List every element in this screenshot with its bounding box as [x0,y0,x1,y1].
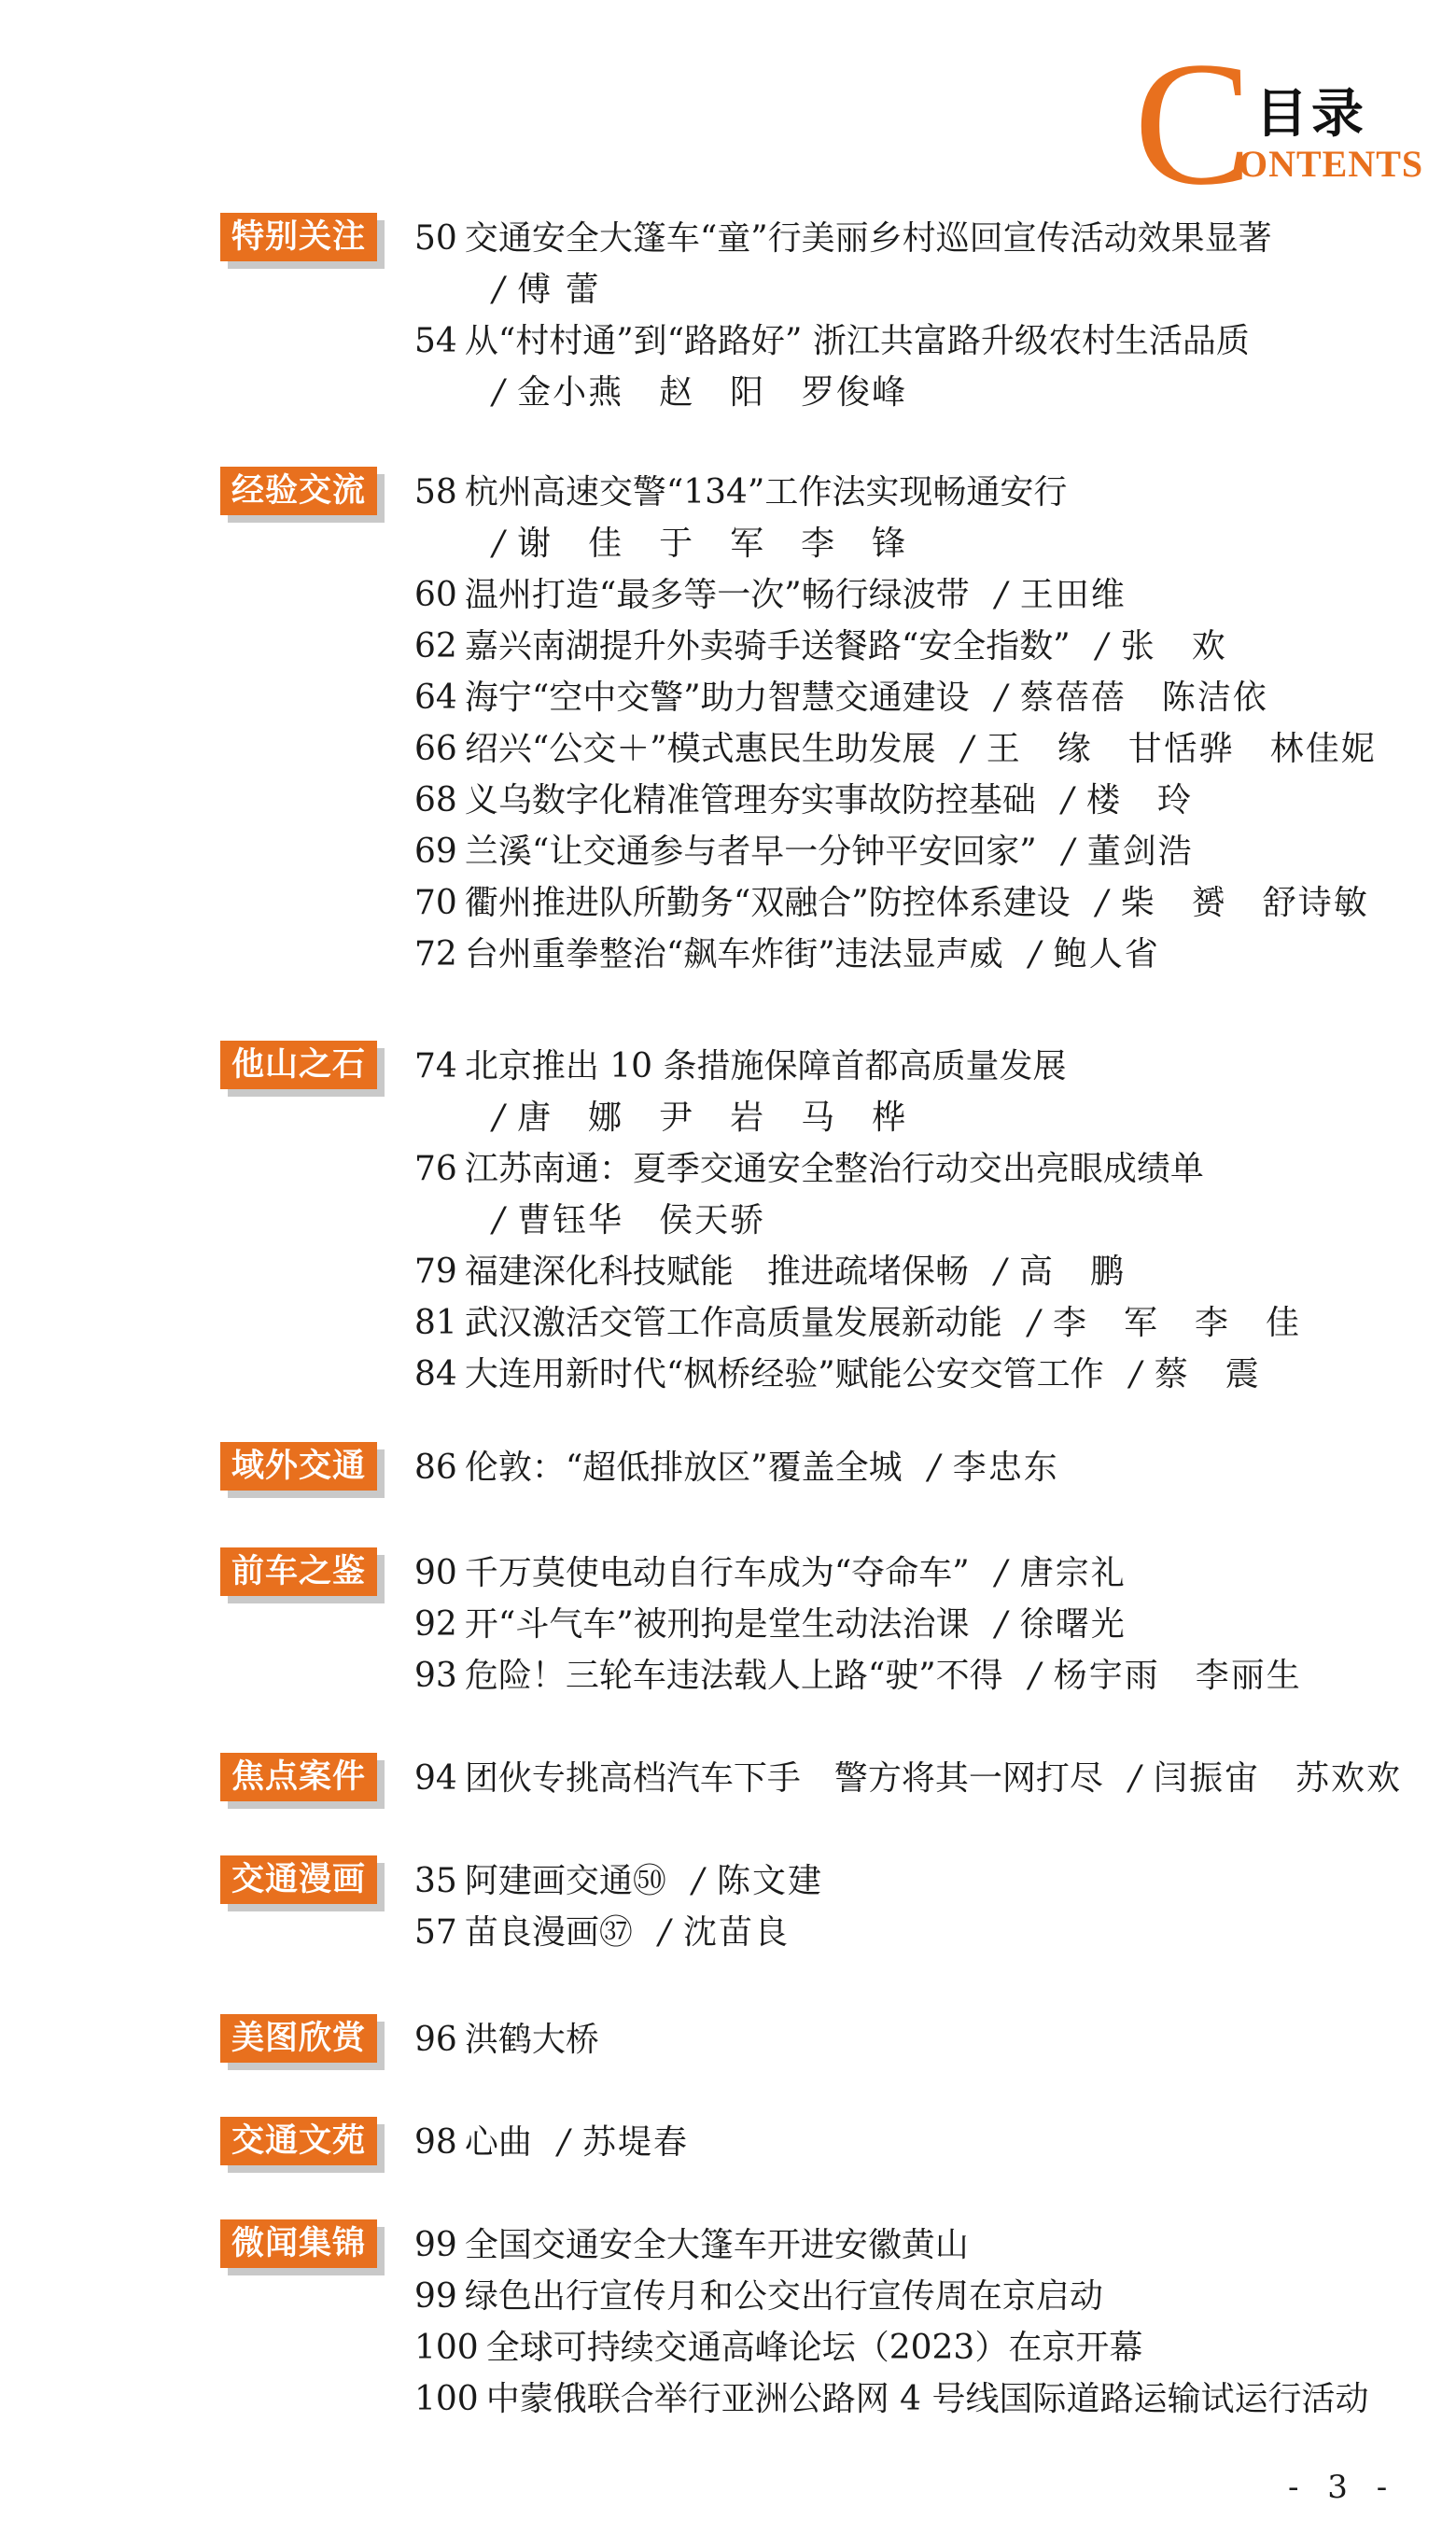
entry-list [414,1855,1432,1958]
entry-page-number: 58 [414,473,457,511]
entry-page-number: 90 [414,1554,457,1592]
entry-page-number: 66 [414,730,457,768]
section-tag: 微闻集锦 [220,2219,377,2268]
entry-page-number: 96 [414,2021,457,2059]
logo-subtitle: ONTENTS [1239,143,1424,185]
author-separator: / [692,1862,704,1900]
toc-entry[interactable] [414,1442,1432,1493]
toc-entry[interactable] [414,2219,1432,2271]
author-separator: / [493,271,505,309]
author-separator: / [1029,935,1041,973]
entry-title: 北京推出 10 条措施保障首都高质量发展 [464,1047,1067,1085]
entry-author-line[interactable] [414,1195,1432,1246]
entry-title: 衢州推进队所勤务“双融合”防控体系建设 [464,884,1071,922]
entry-author: 苏堤春 [581,2123,689,2162]
author-separator: / [1129,1355,1141,1393]
entry-author: 柴 赟 舒诗敏 [1120,884,1369,922]
entry-page-number: 35 [414,1862,457,1900]
entry-title: 江苏南通：夏季交通安全整治行动交出亮眼成绩单 [464,1150,1204,1188]
entry-page-number: 54 [414,322,457,360]
author-separator: / [961,730,973,768]
toc-entry[interactable] [414,775,1432,826]
entry-author: 杨宇雨 李丽生 [1053,1657,1302,1695]
section-tag: 前车之鉴 [220,1547,377,1596]
entry-list [414,1442,1432,1493]
toc-entry[interactable] [414,826,1432,877]
entry-page-number: 98 [414,2123,457,2162]
entry-title: 温州打造“最多等一次”畅行绿波带 [464,576,970,614]
toc-entry[interactable] [414,2373,1432,2425]
entry-page-number: 62 [414,627,457,665]
author-separator: / [994,1253,1006,1291]
toc-entry[interactable] [414,1547,1432,1599]
entry-author: 高 鹏 [1018,1253,1126,1291]
entry-author: 傅 蕾 [517,271,601,309]
author-separator: / [493,373,505,412]
entry-title: 绍兴“公交＋”模式惠民生助发展 [464,730,936,768]
toc-entry[interactable] [414,1349,1432,1400]
entry-page-number: 94 [414,1759,457,1798]
author-separator: / [493,1201,505,1239]
entry-list [414,1041,1432,1400]
entry-list [414,2219,1432,2425]
entry-title: 开“斗气车”被刑拘是堂生动法治课 [464,1605,970,1644]
entry-author: 王 缘 甘恬骅 林佳妮 [986,730,1377,768]
entry-author: 鲍人省 [1053,935,1160,973]
entry-author: 唐宗礼 [1019,1554,1127,1592]
toc-entry[interactable] [414,1297,1432,1349]
entry-page-number: 74 [414,1047,457,1085]
entry-page-number: 86 [414,1449,457,1487]
entry-page-number: 68 [414,781,457,819]
entry-author: 闫振宙 苏欢欢 [1153,1759,1402,1798]
toc-entry[interactable] [414,1650,1432,1701]
section-tag: 域外交通 [220,1442,377,1491]
entry-list [414,467,1432,980]
entry-title: 台州重拳整治“飙车炸街”违法显声威 [464,935,1003,973]
entry-list [414,213,1432,418]
section-tag: 他山之石 [220,1041,377,1089]
toc-entry[interactable] [414,672,1432,723]
author-separator: / [658,1913,670,1952]
toc-entry[interactable] [414,929,1432,980]
entry-author: 蔡蓓蓓 陈洁依 [1019,679,1268,717]
toc-entry[interactable] [414,213,1432,264]
logo-title: 目录 [1255,84,1367,145]
entry-title: 从“村村通”到“路路好” 浙江共富路升级农村生活品质 [464,322,1250,360]
entry-author: 谢 佳 于 军 李 锋 [517,525,908,563]
entry-title: 心曲 [464,2123,532,2162]
entry-title: 全球可持续交通高峰论坛（2023）在京开幕 [485,2329,1143,2367]
author-separator: / [493,1099,505,1137]
author-separator: / [1028,1304,1040,1342]
entry-author-line[interactable] [414,518,1432,569]
author-separator: / [1062,833,1074,871]
section-tag: 美图欣赏 [220,2014,377,2063]
entry-title: 中蒙俄联合举行亚洲公路网 4 号线国际道路运输试运行活动 [485,2380,1369,2418]
contents-logo [1134,26,1442,222]
entry-title: 交通安全大篷车“童”行美丽乡村巡回宣传活动效果显著 [464,219,1272,258]
entry-page-number: 76 [414,1150,457,1188]
toc-entry[interactable] [414,1855,1432,1907]
toc-entry[interactable] [414,2322,1432,2373]
entry-author-line[interactable] [414,367,1432,418]
entry-title: 苗良漫画㊲ [464,1913,633,1952]
entry-author-line[interactable] [414,1092,1432,1143]
toc-entry[interactable] [414,1041,1432,1092]
toc-entry[interactable] [414,2014,1432,2065]
entry-page-number: 99 [414,2226,457,2264]
entry-list [414,1753,1432,1804]
author-separator: / [1096,627,1108,665]
entry-list [414,2014,1432,2065]
logo-big-c: C [1134,26,1253,222]
entry-title: 义乌数字化精准管理夯实事故防控基础 [464,781,1036,819]
entry-title: 全国交通安全大篷车开进安徽黄山 [464,2226,969,2264]
entry-author: 董剑浩 [1086,833,1194,871]
toc-entry[interactable] [414,1143,1432,1195]
entry-page-number: 72 [414,935,457,973]
toc-entry[interactable] [414,467,1432,518]
entry-title: 海宁“空中交警”助力智慧交通建设 [464,679,970,717]
entry-author: 唐 娜 尹 岩 马 桦 [517,1099,908,1137]
entry-author: 沈苗良 [682,1913,790,1952]
author-separator: / [1029,1657,1041,1695]
entry-title: 杭州高速交警“134”工作法实现畅通安行 [464,473,1068,511]
entry-page-number: 93 [414,1657,457,1695]
entry-author: 徐曙光 [1019,1605,1127,1644]
toc-entry[interactable] [414,1246,1432,1297]
entry-page-number: 50 [414,219,457,258]
entry-title: 伦敦：“超低排放区”覆盖全城 [464,1449,903,1487]
entry-page-number: 99 [414,2277,457,2316]
entry-page-number: 79 [414,1253,457,1291]
author-separator: / [1096,884,1108,922]
entry-page-number: 70 [414,884,457,922]
section-tag: 交通漫画 [220,1855,377,1904]
entry-title: 千万莫使电动自行车成为“夺命车” [464,1554,970,1592]
toc-entry[interactable] [414,877,1432,929]
entry-page-number: 100 [414,2380,479,2418]
entry-title: 大连用新时代“枫桥经验”赋能公安交管工作 [464,1355,1104,1393]
section-tag: 特别关注 [220,213,377,261]
entry-author: 蔡 震 [1154,1355,1261,1393]
entry-page-number: 84 [414,1355,457,1393]
author-separator: / [995,576,1007,614]
section-tag: 交通文苑 [220,2117,377,2165]
section-tag: 焦点案件 [220,1753,377,1801]
toc-entry[interactable] [414,1907,1432,1958]
entry-list [414,2117,1432,2168]
entry-author: 李忠东 [952,1449,1059,1487]
author-separator: / [557,2123,569,2162]
author-separator: / [1061,781,1073,819]
entry-title: 团伙专挑高档汽车下手 警方将其一网打尽 [464,1759,1103,1798]
author-separator: / [995,1605,1007,1644]
entry-page-number: 60 [414,576,457,614]
entry-author: 李 军 李 佳 [1052,1304,1301,1342]
toc-entry[interactable] [414,723,1432,775]
author-separator: / [995,1554,1007,1592]
entry-author-line[interactable] [414,264,1432,315]
author-separator: / [1128,1759,1141,1798]
entry-author: 王田维 [1019,576,1127,614]
section-tag: 经验交流 [220,467,377,515]
entry-page-number: 69 [414,833,457,871]
entry-page-number: 81 [414,1304,457,1342]
entry-page-number: 92 [414,1605,457,1644]
toc-entry[interactable] [414,2271,1432,2322]
entry-author: 曹钰华 侯天骄 [517,1201,766,1239]
toc-entry[interactable] [414,2117,1432,2168]
entry-title: 武汉激活交管工作高质量发展新动能 [464,1304,1002,1342]
entry-title: 绿色出行宣传月和公交出行宣传周在京启动 [464,2277,1103,2316]
author-separator: / [995,679,1007,717]
entry-title: 危险！三轮车违法载人上路“驶”不得 [464,1657,1003,1695]
entry-author: 张 欢 [1120,627,1227,665]
toc-entry[interactable] [414,1753,1432,1804]
toc-entry[interactable] [414,621,1432,672]
entry-author: 楼 玲 [1085,781,1193,819]
entry-list [414,1547,1432,1701]
entry-author: 陈文建 [716,1862,823,1900]
entry-title: 洪鹤大桥 [464,2021,599,2059]
entry-author: 金小燕 赵 阳 罗俊峰 [517,373,908,412]
entry-page-number: 100 [414,2329,479,2367]
toc-entry[interactable] [414,1599,1432,1650]
entry-title: 阿建画交通㊿ [464,1862,666,1900]
entry-page-number: 64 [414,679,457,717]
entry-title: 福建深化科技赋能 推进疏堵保畅 [464,1253,969,1291]
toc-entry[interactable] [414,315,1432,367]
page-number: - 3 - [1288,2469,1397,2506]
author-separator: / [928,1449,940,1487]
entry-page-number: 57 [414,1913,457,1952]
author-separator: / [493,525,505,563]
toc-entry[interactable] [414,569,1432,621]
entry-title: 嘉兴南湖提升外卖骑手送餐路“安全指数” [464,627,1071,665]
entry-title: 兰溪“让交通参与者早一分钟平安回家” [464,833,1037,871]
